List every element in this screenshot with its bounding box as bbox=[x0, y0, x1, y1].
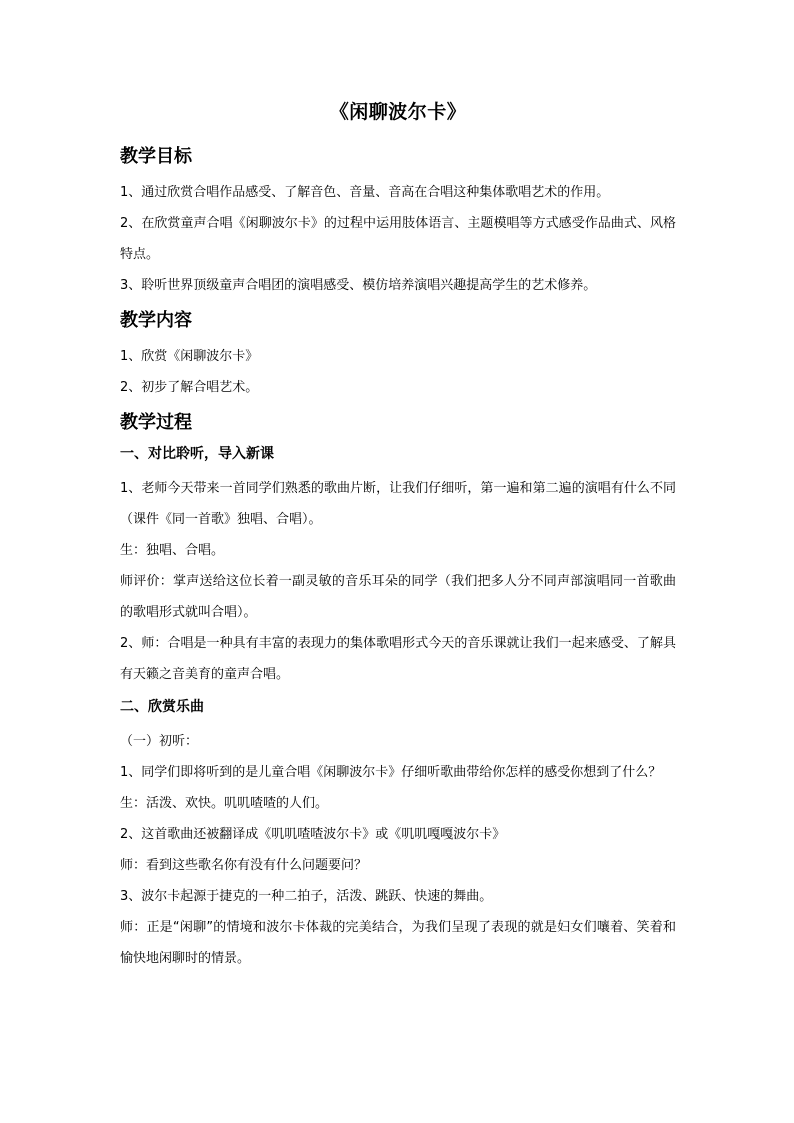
paragraph: 1、通过欣赏合唱作品感受、了解音色、音量、音高在合唱这种集体歌唱艺术的作用。 bbox=[120, 185, 610, 200]
paragraph: 3、波尔卡起源于捷克的一种二拍子，活泼、跳跃、快速的舞曲。 bbox=[120, 889, 493, 904]
paragraph: 1、同学们即将听到的是儿童合唱《闲聊波尔卡》仔细听歌曲带给你怎样的感受你想到了什么？ bbox=[120, 765, 662, 780]
subsection-heading: 一、对比聆听，导入新课 bbox=[120, 446, 274, 462]
paragraph: 1、老师今天带来一首同学们熟悉的歌曲片断，让我们仔细听，第一遍和第二遍的演唱有什么不同（课件《同一首歌》独唱、合唱）。 bbox=[120, 481, 676, 527]
document-title: 《闲聊波尔卡》 bbox=[329, 101, 467, 123]
paragraph: 2、师：合唱是一种具有丰富的表现力的集体歌唱形式今天的音乐课就让我们一起来感受、了解具有天籁之音美育的童声合唱。 bbox=[120, 636, 676, 682]
section-heading: 教学过程 bbox=[120, 412, 192, 433]
section-teaching-goals bbox=[120, 145, 676, 301]
paragraph: 师：看到这些歌名你有没有什么问题要问？ bbox=[120, 858, 368, 873]
paragraph: 师评价：掌声送给这位长着一副灵敏的音乐耳朵的同学（我们把多人分不同声部演唱同一首歌曲的歌唱形式就叫合唱）。 bbox=[120, 574, 676, 620]
paragraph: 2、初步了解合唱艺术。 bbox=[120, 380, 259, 395]
paragraph: （一）初听： bbox=[120, 734, 199, 749]
section-heading: 教学目标 bbox=[120, 146, 192, 167]
subsection-intro bbox=[120, 443, 676, 690]
paragraph: 1、欣赏《闲聊波尔卡》 bbox=[120, 349, 259, 364]
paragraph: 生：独唱、合唱。 bbox=[120, 543, 225, 558]
paragraph: 3、聆听世界顶级童声合唱团的演唱感受、模仿培养演唱兴趣提高学生的艺术修养。 bbox=[120, 278, 597, 293]
subsection-appreciation bbox=[120, 696, 676, 974]
section-teaching-content bbox=[120, 309, 676, 403]
paragraph: 师：正是“闲聊”的情境和波尔卡体裁的完美结合，为我们呈现了表现的就是妇女们嚷着、笑着和愉快地闲聊时的情景。 bbox=[120, 920, 676, 966]
section-teaching-process bbox=[120, 411, 676, 974]
subsection-heading: 二、欣赏乐曲 bbox=[120, 699, 204, 715]
document-page bbox=[120, 100, 676, 982]
paragraph: 2、这首歌曲还被翻译成《叽叽喳喳波尔卡》或《叽叽嘎嘎波尔卡》 bbox=[120, 827, 506, 842]
paragraph: 2、在欣赏童声合唱《闲聊波尔卡》的过程中运用肢体语言、主题模唱等方式感受作品曲式、风格特点。 bbox=[120, 216, 676, 262]
paragraph: 生：活泼、欢快。叽叽喳喳的人们。 bbox=[120, 796, 329, 811]
section-heading: 教学内容 bbox=[120, 310, 192, 331]
